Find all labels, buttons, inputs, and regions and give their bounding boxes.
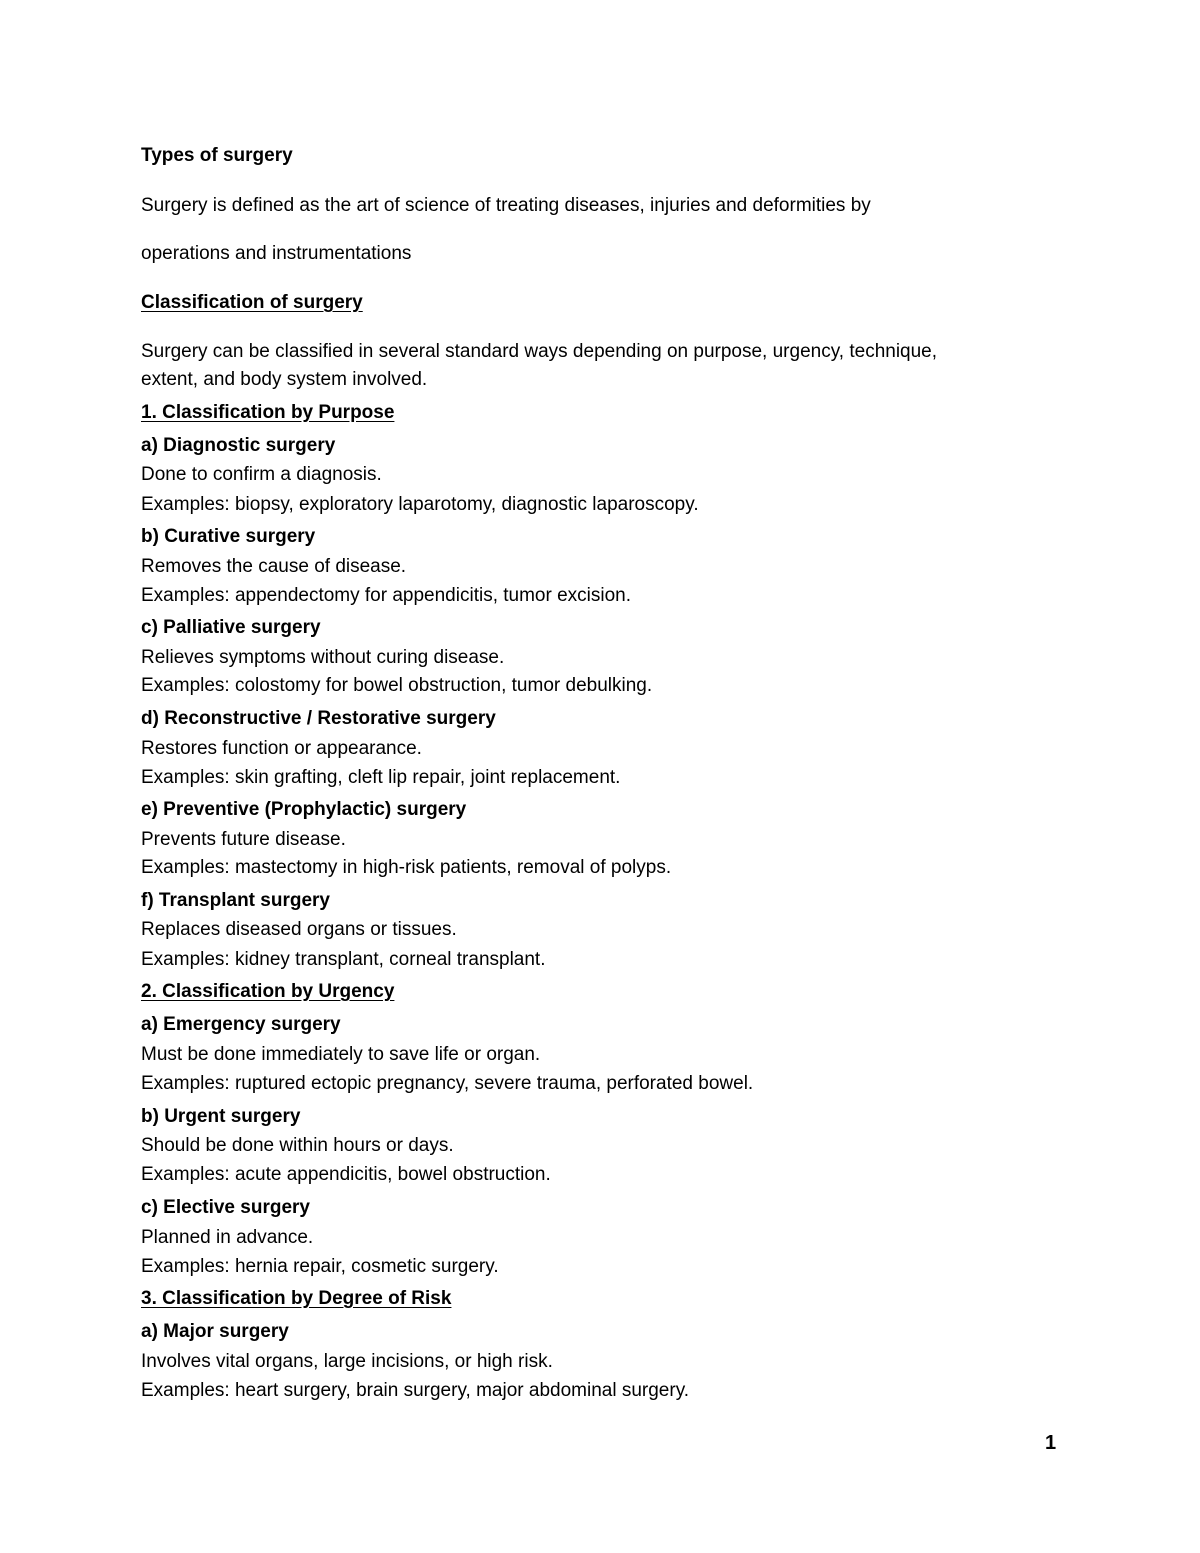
item-description: Replaces diseased organs or tissues. xyxy=(141,919,457,940)
item-description: Must be done immediately to save life or organ. xyxy=(141,1044,541,1065)
item-description: Removes the cause of disease. xyxy=(141,556,407,577)
item-title: a) Diagnostic surgery xyxy=(141,435,336,456)
item-examples: Examples: skin grafting, cleft lip repair, joint replacement. xyxy=(141,767,621,788)
definition-line-2: operations and instrumentations xyxy=(141,243,412,264)
item-examples: Examples: colostomy for bowel obstruction, tumor debulking. xyxy=(141,675,653,696)
item-title: c) Elective surgery xyxy=(141,1197,310,1218)
item-description: Should be done within hours or days. xyxy=(141,1135,454,1156)
item-description: Prevents future disease. xyxy=(141,829,346,850)
page-number: 1 xyxy=(1045,1432,1057,1454)
item-examples: Examples: mastectomy in high-risk patients, removal of polyps. xyxy=(141,857,672,878)
item-examples: Examples: heart surgery, brain surgery, major abdominal surgery. xyxy=(141,1380,690,1401)
item-title: c) Palliative surgery xyxy=(141,617,321,638)
item-examples: Examples: acute appendicitis, bowel obstruction. xyxy=(141,1164,551,1185)
item-description: Planned in advance. xyxy=(141,1227,314,1248)
item-examples: Examples: biopsy, exploratory laparotomy, diagnostic laparoscopy. xyxy=(141,494,699,515)
item-description: Involves vital organs, large incisions, or high risk. xyxy=(141,1351,553,1372)
item-title: b) Curative surgery xyxy=(141,526,316,547)
section-heading-purpose: 1. Classification by Purpose xyxy=(141,402,395,423)
classification-heading: Classification of surgery xyxy=(141,292,363,313)
item-description: Restores function or appearance. xyxy=(141,738,422,759)
intro-line-2: extent, and body system involved. xyxy=(141,369,428,390)
item-description: Relieves symptoms without curing disease. xyxy=(141,647,505,668)
item-examples: Examples: appendectomy for appendicitis, tumor excision. xyxy=(141,585,632,606)
item-title: a) Emergency surgery xyxy=(141,1014,341,1035)
item-examples: Examples: ruptured ectopic pregnancy, severe trauma, perforated bowel. xyxy=(141,1073,754,1094)
intro-line-1: Surgery can be classified in several standard ways depending on purpose, urgency, technique, xyxy=(141,341,938,362)
item-examples: Examples: hernia repair, cosmetic surgery. xyxy=(141,1256,499,1277)
item-title: f) Transplant surgery xyxy=(141,890,330,911)
item-title: d) Reconstructive / Restorative surgery xyxy=(141,708,496,729)
item-title: e) Preventive (Prophylactic) surgery xyxy=(141,799,467,820)
section-heading-urgency: 2. Classification by Urgency xyxy=(141,981,395,1002)
item-description: Done to confirm a diagnosis. xyxy=(141,464,382,485)
document-title: Types of surgery xyxy=(141,145,293,166)
section-heading-risk: 3. Classification by Degree of Risk xyxy=(141,1288,452,1309)
item-examples: Examples: kidney transplant, corneal transplant. xyxy=(141,949,546,970)
definition-line-1: Surgery is defined as the art of science of treating diseases, injuries and deformities by xyxy=(141,195,871,216)
item-title: b) Urgent surgery xyxy=(141,1106,301,1127)
item-title: a) Major surgery xyxy=(141,1321,289,1342)
